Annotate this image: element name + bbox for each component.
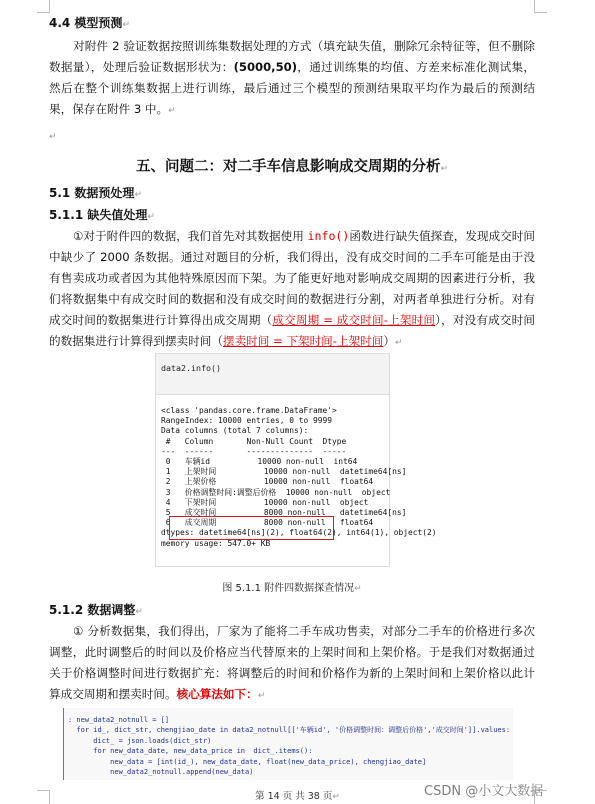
page-number: 第 14 页 共 38 页 — [255, 791, 333, 802]
paragraph-mark-icon: ↵ — [354, 584, 362, 594]
output-line: 6 成交周期 8000 non-null float64 — [161, 518, 374, 528]
output-line: <class 'pandas.core.frame.DataFrame'> — [161, 406, 337, 415]
paragraph-mark-icon: ↵ — [168, 106, 176, 116]
chapter-heading — [49, 155, 535, 176]
para-text: 函数进行缺失值探查，发现成交时间中缺少了 2000 条数据。通过对题目的分析，我们得出，没有成交时间的二手车可能是由于没有售卖成功或者因为其他特殊原因而下架。为了能更好地对影响成交周期的因素进行分析，我们将数据集中有成交时间的数据和没有成交时间的数据进行分割，对两者单独进行分析。对有成交时间的数据集进行计算得出成交周期（ — [49, 229, 535, 327]
output-line: 3 价格调整时间:调整后价格 10000 non-null object — [161, 487, 391, 497]
paragraph-mark-icon: ↵ — [332, 792, 340, 802]
caption-text: 图 5.1.1 附件四数据探查情况 — [222, 583, 355, 594]
output-line: RangeIndex: 10000 entries, 0 to 9999 — [161, 416, 333, 426]
paragraph-mark-icon: ↵ — [147, 212, 155, 222]
para-text-end: ，通过训练集的均值、方差来标准化测试集，然后在整个训练集数据上进行训练，最后通过三个模型的预测结果取平均作为最后的预测结果，保存在附件 3 中。 — [49, 60, 535, 116]
code-line: dict_ = json.loads(dict_str) — [68, 736, 212, 745]
code-line: new_data2_notnull.append(new_data) — [68, 768, 254, 777]
code-line: new_data = [int(id_), new_data_date, float(new_data_price), chengjiao_date] — [68, 757, 427, 766]
paragraph-5-1-2 — [49, 621, 535, 707]
output-line: 1 上架时间 10000 non-null datetime64[ns] — [161, 467, 407, 477]
heading-text: 5.1.2 数据调整 — [49, 603, 136, 617]
para-text: ） — [383, 334, 395, 348]
figure-caption — [49, 579, 535, 594]
code-line: : new_data2_notnull = [] — [68, 716, 170, 724]
core-algorithm-code — [63, 708, 513, 780]
paragraph-mark-icon: ↵ — [135, 607, 143, 617]
output-line: --- ------ -------------- ----- — [161, 446, 347, 456]
code-command: data2.info() — [161, 363, 221, 373]
code-block — [68, 715, 510, 777]
page-corner-mark — [534, 0, 547, 13]
para-text: ），对没有成交时间的数据集进行计算得到摆卖时间（ — [49, 313, 535, 348]
shape-value: (5000,50) — [233, 60, 297, 74]
para-text: 对附件 2 验证数据按照训练集数据处理的方式（填充缺失值，删除冗余特征等，但不删除数据量），处理后验证数据形状为： — [49, 39, 535, 74]
paragraph-4-4 — [49, 36, 535, 122]
output-line: 5 成交时间 8000 non-null datetime64[ns] — [161, 508, 407, 518]
page-corner-mark — [37, 0, 50, 13]
output-line: 0 车辆id 10000 non-null int64 — [161, 457, 358, 467]
formula-deal-cycle: 成交周期 = 成交时间-上架时间 — [272, 313, 436, 327]
info-output-screenshot — [155, 353, 437, 567]
info-function-name: info() — [307, 229, 350, 243]
output-line: # Column Non-Null Count Dtype — [161, 436, 347, 446]
formula-display-time: 摆卖时间 = 下架时间-上架时间 — [222, 334, 384, 348]
heading-5-1-1 — [49, 206, 155, 223]
output-line: Data columns (total 7 columns): — [161, 426, 309, 436]
heading-text: 5.1 数据预处理 — [49, 186, 135, 200]
heading-text: 4.4 模型预测 — [49, 16, 123, 30]
output-line: memory usage: 547.0+ KB — [161, 538, 271, 548]
heading-4-4 — [49, 14, 130, 31]
code-line: for new_data_date, new_data_price in dict_.items(): — [68, 747, 313, 756]
para-text: ① 分析数据集，我们得出，厂家为了能将二手车成功售卖，对部分二手车的价格进行多次调整，此时调整后的时间以及价格应当代替原来的上架时间和上架价格。于是我们对数据通过关于价格调整时间进行数据扩充：将调整后的时间和价格作为新的上架时间和上架价格以此计算成交周期和摆卖时间。 — [49, 624, 535, 701]
paragraph-mark-icon: ↵ — [49, 132, 57, 142]
chapter-heading-text: 五、问题二：对二手车信息影响成交周期的分析 — [135, 159, 441, 175]
output-line: 2 上架价格 10000 non-null float64 — [161, 477, 374, 487]
heading-5-1 — [49, 184, 142, 201]
output-line: 4 下架时间 10000 non-null object — [161, 497, 369, 507]
core-algorithm-label: 核心算法如下： — [176, 687, 258, 701]
paragraph-mark-icon: ↵ — [257, 691, 266, 701]
highlight-box — [169, 516, 334, 540]
paragraph-mark-icon: ↵ — [394, 338, 403, 348]
heading-5-1-2 — [49, 601, 143, 618]
paragraph-mark-icon: ↵ — [122, 20, 130, 30]
code-line: for id_, dict_str, chengjiao_date in data2_notnull[['车辆id', '价格调整时间：调整后价格','成交时间']].values: — [68, 726, 511, 735]
paragraph-mark-icon: ↵ — [134, 190, 142, 200]
watermark: CSDN @小文大数据 — [424, 784, 544, 799]
para-text: ①对于附件四的数据，我们首先对其数据使用 — [73, 229, 308, 243]
paragraph-5-1-1 — [49, 226, 535, 354]
heading-text: 5.1.1 缺失值处理 — [49, 208, 148, 222]
output-line: dtypes: datetime64[ns](2), float64(2), int64(1), object(2) — [161, 528, 437, 538]
paragraph-mark-icon: ↵ — [440, 164, 449, 174]
code-cell — [156, 354, 389, 395]
